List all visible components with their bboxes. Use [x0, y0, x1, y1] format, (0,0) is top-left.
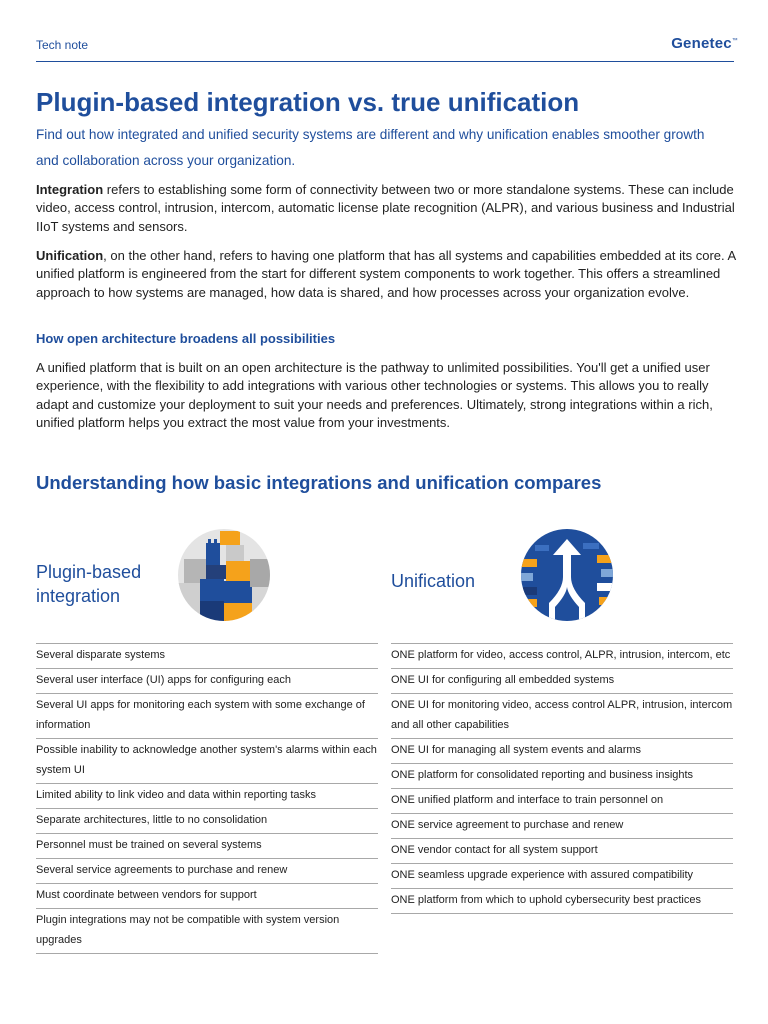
list-item: ONE UI for configuring all embedded systems	[391, 668, 733, 693]
unification-term: Unification	[36, 248, 104, 263]
comparison-heading: Understanding how basic integrations and unification compares	[36, 472, 602, 493]
list-item: Several service agreements to purchase and renew	[36, 858, 378, 883]
list-item: ONE seamless upgrade experience with assured compatibility	[391, 863, 733, 888]
trademark-mark: ™	[731, 38, 738, 44]
list-item: Several user interface (UI) apps for configuring each	[36, 668, 378, 693]
brand-logo	[671, 35, 738, 52]
list-item: ONE platform for video, access control, ALPR, intrusion, intercom, etc	[391, 643, 733, 668]
list-item: Separate architectures, little to no consolidation	[36, 808, 378, 833]
integration-paragraph	[36, 181, 736, 236]
list-item: Several disparate systems	[36, 643, 378, 668]
plugin-column-title: Plugin-based integration	[36, 562, 142, 606]
building-blocks-icon	[178, 529, 270, 621]
brand-logo-text: Genetec	[671, 35, 732, 52]
page-subtitle: Find out how integrated and unified security systems are different and why unification enables smoother growth and collaboration across your organization.	[36, 127, 705, 168]
integration-definition: refers to establishing some form of connectivity between two or more standalone systems. These can include video, access control, intrusion, intercom, automatic license plate recognition (ALPR), and various business and Industrial IIoT systems and sensors.	[36, 182, 735, 234]
header-divider	[36, 61, 734, 62]
list-item: Must coordinate between vendors for support	[36, 883, 378, 908]
section-heading: How open architecture broadens all possibilities	[36, 331, 336, 346]
integration-term: Integration	[36, 182, 104, 197]
unification-definition: , on the other hand, refers to having one platform that has all systems and capabilities embedded at its core. A unified platform is engineered from the start for different system components to work together. This offers a streamlined approach to how systems are managed, how data is shared, and how processes across your organization evolve.	[36, 248, 736, 300]
merging-arrows-icon	[521, 529, 613, 621]
list-item: Limited ability to link video and data within reporting tasks	[36, 783, 378, 808]
unification-paragraph	[36, 247, 736, 302]
plugin-integration-list	[36, 643, 378, 954]
unification-list	[391, 643, 733, 914]
unification-column-title: Unification	[391, 571, 476, 591]
list-item: Several UI apps for monitoring each system with some exchange of information	[36, 693, 378, 738]
list-item: ONE platform from which to uphold cybersecurity best practices	[391, 888, 733, 914]
list-item: ONE platform for consolidated reporting and business insights	[391, 763, 733, 788]
list-item: Plugin integrations may not be compatible with system version upgrades	[36, 908, 378, 954]
list-item: Personnel must be trained on several systems	[36, 833, 378, 858]
list-item: Possible inability to acknowledge another system's alarms within each system UI	[36, 738, 378, 783]
page-title: Plugin-based integration vs. true unification	[36, 87, 580, 117]
list-item: ONE UI for monitoring video, access control ALPR, intrusion, intercom and all other capabilities	[391, 693, 733, 738]
list-item: ONE service agreement to purchase and renew	[391, 813, 733, 838]
list-item: ONE UI for managing all system events and alarms	[391, 738, 733, 763]
open-architecture-paragraph: A unified platform that is built on an open architecture is the pathway to unlimited possibilities. You'll get a unified user experience, with the flexibility to add integrations with various other technologies or systems. This allows you to really adapt and customize your deployment to suit your needs and preferences. Ultimately, strong integrations within a rich, unified platform helps you extract the most value from your investments.	[36, 360, 713, 430]
list-item: ONE unified platform and interface to train personnel on	[391, 788, 733, 813]
document-type-label: Tech note	[36, 38, 89, 52]
list-item: ONE vendor contact for all system support	[391, 838, 733, 863]
